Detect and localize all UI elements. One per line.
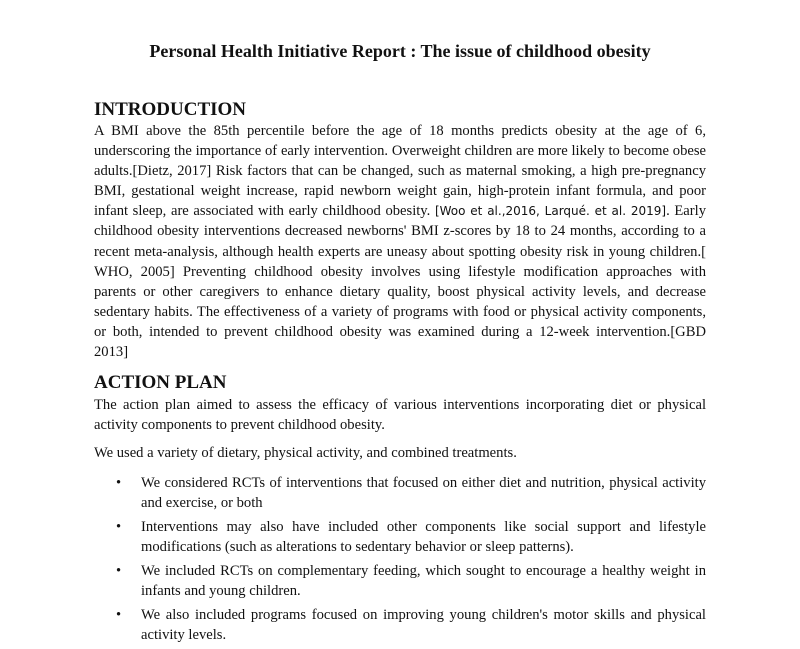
bullet-dot-icon: • (116, 475, 122, 491)
action-plan-bullet-list (94, 473, 706, 649)
bullet-item (94, 561, 706, 601)
action-plan-heading: ACTION PLAN (94, 372, 227, 393)
bullet-dot-icon: • (116, 607, 122, 623)
bullet-item (94, 473, 706, 513)
bullet-text: Interventions may also have included other components like social support and lifestyle modifications (such as alterations to sedentary behavior or sleep patterns). (141, 519, 706, 555)
bullet-text: We included RCTs on complementary feeding, which sought to encourage a healthy weight in infants and young children. (141, 563, 706, 599)
bullet-text: We considered RCTs of interventions that focused on either diet and nutrition, physical activity and exercise, or both (141, 475, 706, 511)
bullet-dot-icon: • (116, 563, 122, 579)
introduction-paragraph (94, 121, 706, 362)
bullet-item (94, 517, 706, 557)
intro-citation: [Woo et al.,2016, Larqué. et al. 2019] (434, 204, 667, 219)
action-plan-paragraph-1: The action plan aimed to assess the efficacy of various interventions incorporating diet or physical activity components to prevent childhood obesity. (94, 397, 706, 434)
intro-text-part-1: A BMI above the 85th percentile before the age of 18 months predicts obesity at the age of 6, underscoring the importance of early intervention. Overweight children are more likely to become obese adults.[Dietz, 2017] Risk factors that can be changed, such as maternal smoking, a high pre-pregnancy BMI, gestational weight increase, rapid newborn weight gain, high-protein infant formula, and poor infant sleep, are associated with early childhood obesity. (94, 123, 706, 220)
bullet-dot-icon: • (116, 519, 122, 535)
action-plan-paragraph-2: We used a variety of dietary, physical activity, and combined treatments. (94, 445, 517, 461)
bullet-item (94, 605, 706, 645)
introduction-heading: INTRODUCTION (94, 99, 247, 120)
intro-text-part-2: . Early childhood obesity interventions decreased newborns' BMI z-scores by 18 to 24 months, according to a recent meta-analysis, although health experts are uneasy about spotting obesity risk in young children.[ WHO, 2005] Preventing childhood obesity involves using lifestyle modification approaches with parents or other caregivers to enhance dietary quality, boost physical activity levels, and decrease sedentary habits. The effectiveness of a variety of programs with food or physical activity components, or both, intended to prevent childhood obesity was examined during a 12-week intervention.[GBD 2013] (94, 203, 706, 361)
bullet-text: We also included programs focused on improving young children's motor skills and physical activity levels. (141, 607, 706, 643)
document-title: Personal Health Initiative Report : The issue of childhood obesity (149, 41, 651, 61)
